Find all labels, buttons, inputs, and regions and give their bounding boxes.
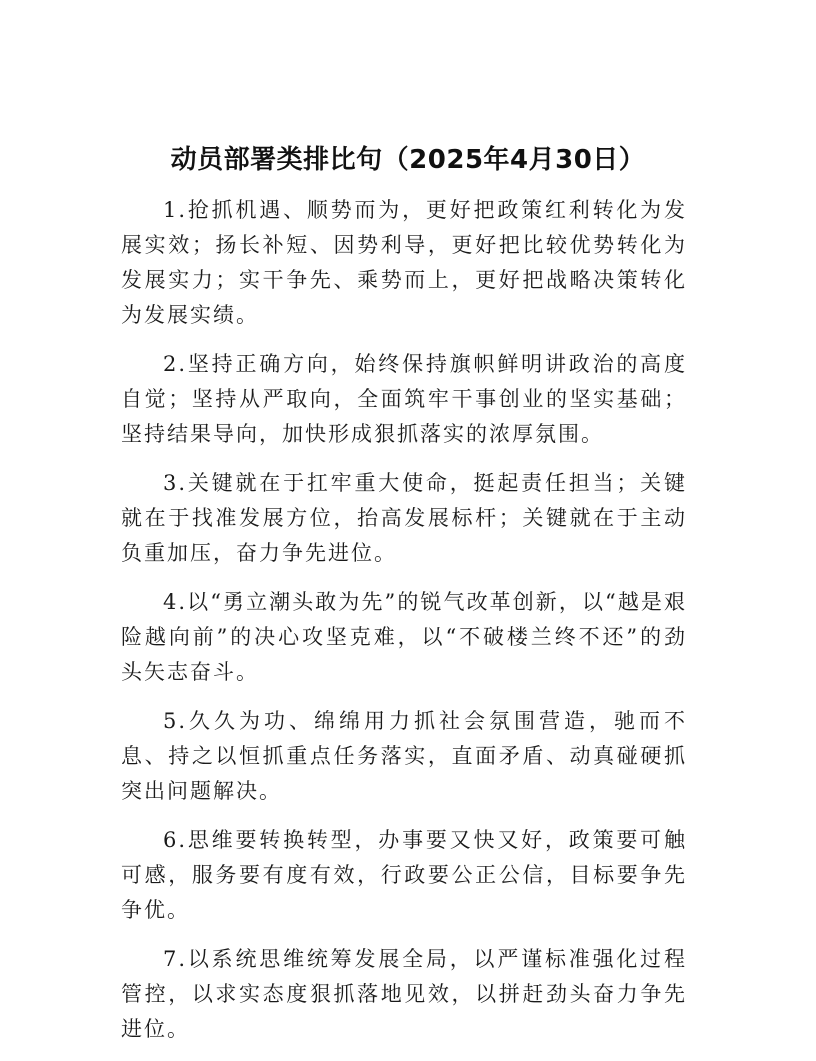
paragraph-7: 7.以系统思维统筹发展全局，以严谨标准强化过程管控，以求实态度狠抓落地见效，以拼赶劲头奋力争先进位。 xyxy=(121,947,687,1041)
paragraph-5: 5.久久为功、绵绵用力抓社会氛围营造，驰而不息、持之以恒抓重点任务落实，直面矛盾、动真碰硬抓突出问题解决。 xyxy=(121,709,687,803)
document-body xyxy=(121,193,687,1061)
paragraph-4: 4.以“勇立潮头敢为先”的锐气改革创新，以“越是艰险越向前”的决心攻坚克难，以“不破楼兰终不还”的劲头矢志奋斗。 xyxy=(121,590,687,684)
document-title: 动员部署类排比句（2025年4月30日） xyxy=(170,145,646,175)
paragraph-2: 2.坚持正确方向，始终保持旗帜鲜明讲政治的高度自觉；坚持从严取向，全面筑牢干事创业的坚实基础；坚持结果导向，加快形成狠抓落实的浓厚氛围。 xyxy=(121,352,687,446)
paragraph-1: 1.抢抓机遇、顺势而为，更好把政策红利转化为发展实效；扬长补短、因势利导，更好把比较优势转化为发展实力；实干争先、乘势而上，更好把战略决策转化为发展实绩。 xyxy=(121,198,687,327)
paragraph-6: 6.思维要转换转型，办事要又快又好，政策要可触可感，服务要有度有效，行政要公正公信，目标要争先争优。 xyxy=(121,828,687,922)
paragraph-3: 3.关键就在于扛牢重大使命，挺起责任担当；关键就在于找准发展方位，抬高发展标杆；关键就在于主动负重加压，奋力争先进位。 xyxy=(121,471,687,565)
